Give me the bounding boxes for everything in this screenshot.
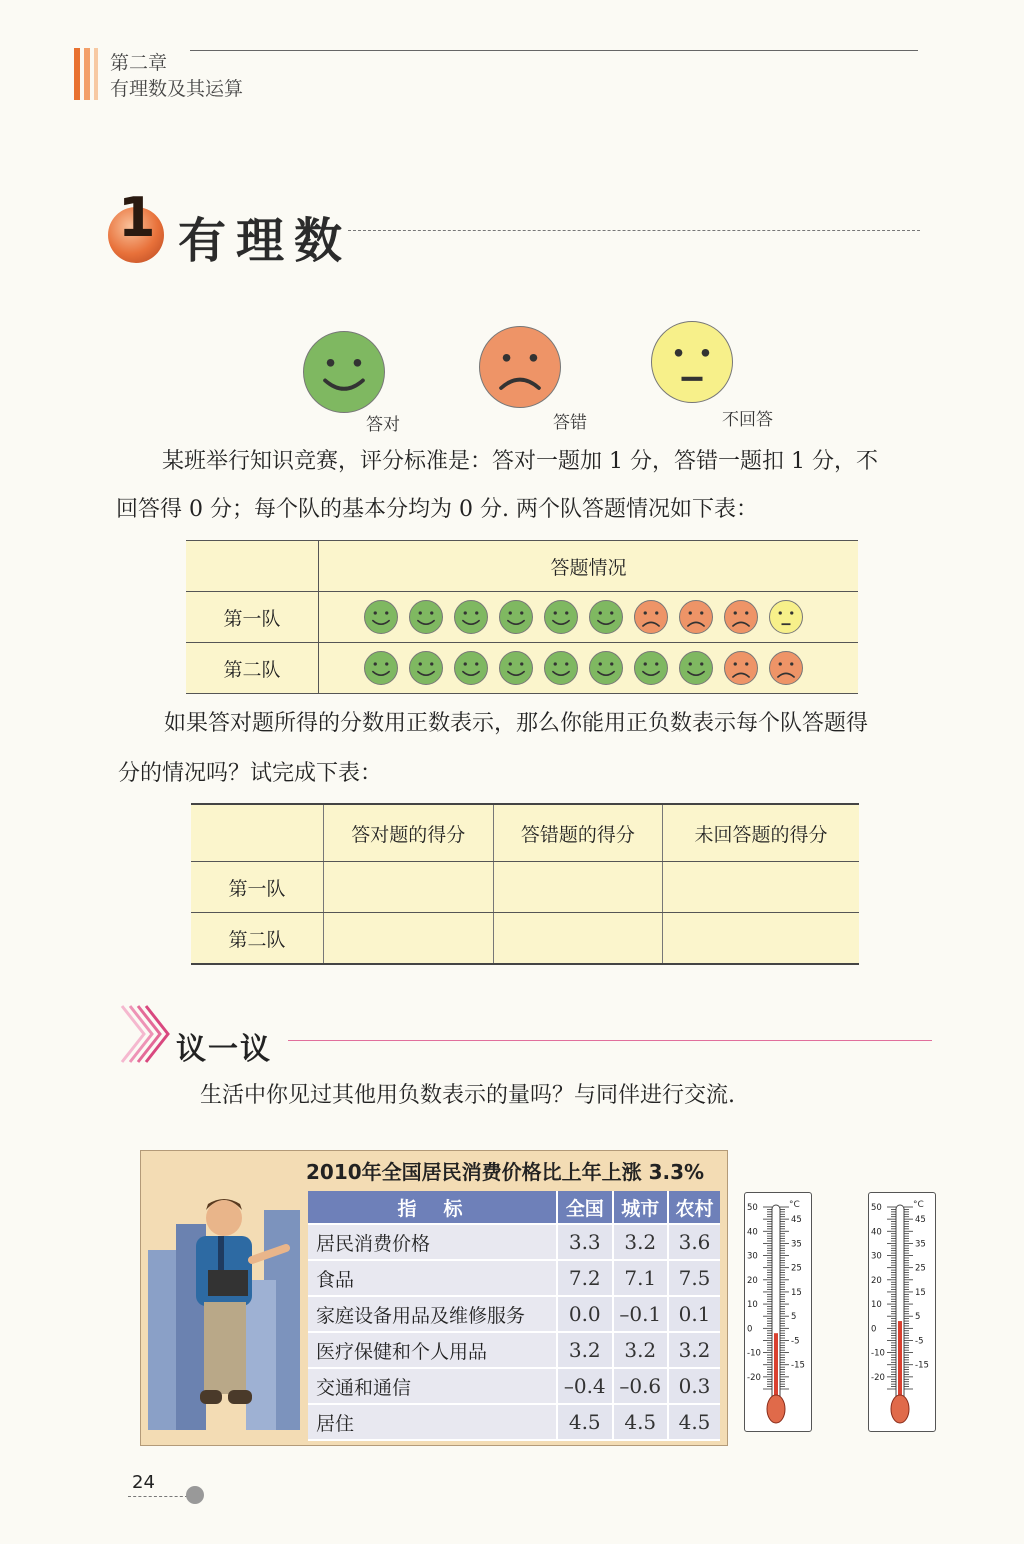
table-row xyxy=(308,1296,720,1332)
team-2-results xyxy=(319,643,859,694)
sad-face-icon xyxy=(678,599,714,635)
sad-face-icon xyxy=(633,599,669,635)
header-bar-1 xyxy=(74,48,80,100)
unit-label: °C xyxy=(913,1200,924,1210)
indicator-value: 0.3 xyxy=(668,1368,720,1404)
neutral-face-icon xyxy=(768,599,804,635)
score-table xyxy=(191,803,859,965)
sad-face-icon xyxy=(768,650,804,686)
cpi-title: 2010年全国居民消费价格比上年上涨 3.3% xyxy=(306,1160,705,1184)
indicator-value: 7.5 xyxy=(668,1260,720,1296)
score-cell[interactable] xyxy=(663,913,859,965)
discussion-title: 议一议 xyxy=(176,1032,272,1067)
scale-label-left: 30 xyxy=(747,1251,758,1262)
happy-face-icon xyxy=(453,599,489,635)
cpi-header-row xyxy=(308,1191,720,1224)
section-rule xyxy=(348,230,920,231)
score-cell[interactable] xyxy=(493,913,663,965)
indicator-value: 4.5 xyxy=(557,1404,613,1440)
column-header: 答错题的得分 xyxy=(493,804,663,862)
scale-label-right: 5 xyxy=(791,1312,797,1323)
header-bar-3 xyxy=(94,48,98,100)
happy-face-icon xyxy=(498,599,534,635)
indicator-value: 7.1 xyxy=(613,1260,669,1296)
face-label-no-answer: 不回答 xyxy=(722,410,773,430)
table-row xyxy=(186,643,858,694)
happy-face-icon xyxy=(408,650,444,686)
page-dot xyxy=(186,1486,204,1504)
neutral-face-icon xyxy=(650,320,734,408)
happy-face-icon xyxy=(543,599,579,635)
scale-label-left: 50 xyxy=(747,1203,758,1213)
scale-label-left: 0 xyxy=(871,1324,877,1335)
indicator-value: 3.2 xyxy=(557,1332,613,1368)
scale-label-right: 35 xyxy=(915,1239,926,1250)
scale-label-left: -20 xyxy=(871,1372,885,1383)
scale-label-right: 15 xyxy=(915,1287,926,1298)
face-label-wrong: 答错 xyxy=(553,413,587,433)
indicator-value: –0.1 xyxy=(613,1296,669,1332)
thermometer-bulb xyxy=(767,1395,785,1423)
happy-face-icon xyxy=(498,650,534,686)
scale-label-right: 15 xyxy=(791,1287,802,1298)
score-cell[interactable] xyxy=(324,913,494,965)
table-header-row xyxy=(191,804,859,862)
team-label: 第一队 xyxy=(191,862,324,913)
team-label: 第一队 xyxy=(186,592,319,643)
scale-label-right: 5 xyxy=(915,1312,921,1323)
chapter-title: 有理数及其运算 xyxy=(110,78,244,100)
scale-label-left: 20 xyxy=(871,1275,882,1286)
question-line-1: 如果答对题所得的分数用正数表示，那么你能用正负数表示每个队答题得 xyxy=(164,711,869,736)
table-row xyxy=(186,592,858,643)
happy-face-icon xyxy=(363,650,399,686)
scale-label-left: 40 xyxy=(871,1227,882,1238)
mercury-column xyxy=(898,1321,902,1397)
header-rule xyxy=(190,50,918,51)
scale-label-right: 45 xyxy=(915,1215,926,1226)
indicator-value: –0.4 xyxy=(557,1368,613,1404)
section-title: 有理数 xyxy=(178,213,353,269)
discussion-text: 生活中你见过其他用负数表示的量吗？与同伴进行交流. xyxy=(200,1083,735,1108)
indicator-name: 居民消费价格 xyxy=(308,1224,557,1260)
indicator-value: 3.3 xyxy=(557,1224,613,1260)
thermometer-left xyxy=(744,1192,812,1432)
man-illustration xyxy=(146,1190,306,1430)
happy-face-icon xyxy=(302,330,386,418)
scale-label-left: 30 xyxy=(871,1251,882,1262)
answer-table xyxy=(186,540,858,694)
indicator-value: 7.2 xyxy=(557,1260,613,1296)
column-header: 答对题的得分 xyxy=(324,804,494,862)
indicator-value: 0.0 xyxy=(557,1296,613,1332)
indicator-name: 交通和通信 xyxy=(308,1368,557,1404)
mercury-column xyxy=(774,1333,778,1397)
indicator-value: 4.5 xyxy=(668,1404,720,1440)
column-header: 未回答题的得分 xyxy=(663,804,859,862)
answer-table-header: 答题情况 xyxy=(319,541,859,592)
intro-line-1: 某班举行知识竞赛，评分标准是：答对一题加 1 分，答错一题扣 1 分，不 xyxy=(162,449,878,474)
answer-table-corner xyxy=(186,541,319,592)
scale-label-right: -5 xyxy=(791,1336,800,1347)
scale-label-left: 10 xyxy=(747,1300,758,1311)
happy-face-icon xyxy=(633,650,669,686)
face-label-correct: 答对 xyxy=(366,415,400,435)
indicator-name: 食品 xyxy=(308,1260,557,1296)
page-number: 24 xyxy=(132,1472,155,1493)
table-row xyxy=(308,1332,720,1368)
indicator-value: –0.6 xyxy=(613,1368,669,1404)
happy-face-icon xyxy=(453,650,489,686)
scale-label-right: -5 xyxy=(915,1336,924,1347)
thermometer-bulb xyxy=(891,1395,909,1423)
scale-label-right: -15 xyxy=(915,1360,929,1371)
scale-label-right: 35 xyxy=(791,1239,802,1250)
indicator-value: 4.5 xyxy=(613,1404,669,1440)
happy-face-icon xyxy=(678,650,714,686)
indicator-value: 3.2 xyxy=(613,1332,669,1368)
scale-label-left: -10 xyxy=(871,1348,885,1359)
sad-face-icon xyxy=(723,599,759,635)
scale-label-left: 20 xyxy=(747,1275,758,1286)
scale-label-left: -20 xyxy=(747,1372,761,1383)
team-label: 第二队 xyxy=(186,643,319,694)
happy-face-icon xyxy=(588,650,624,686)
score-cell[interactable] xyxy=(663,862,859,913)
sad-face-icon xyxy=(478,325,562,413)
score-cell[interactable] xyxy=(493,862,663,913)
happy-face-icon xyxy=(408,599,444,635)
scale-label-left: 50 xyxy=(871,1203,882,1213)
scale-label-left: 0 xyxy=(747,1324,753,1335)
score-table-corner xyxy=(191,804,324,862)
team-1-results xyxy=(319,592,859,643)
scale-label-left: -10 xyxy=(747,1348,761,1359)
indicator-name: 医疗保健和个人用品 xyxy=(308,1332,557,1368)
page-number-underline xyxy=(128,1496,188,1497)
cpi-table xyxy=(308,1191,720,1441)
score-cell[interactable] xyxy=(324,862,494,913)
sad-face-icon xyxy=(723,650,759,686)
team-label: 第二队 xyxy=(191,913,324,965)
indicator-name: 家庭设备用品及维修服务 xyxy=(308,1296,557,1332)
chapter-label: 第二章 xyxy=(110,52,168,74)
scale-label-right: 45 xyxy=(791,1215,802,1226)
happy-face-icon xyxy=(543,650,579,686)
indicator-name: 居住 xyxy=(308,1404,557,1440)
table-row xyxy=(308,1404,720,1440)
scale-label-right: -15 xyxy=(791,1360,805,1371)
table-row xyxy=(308,1368,720,1404)
scale-label-right: 25 xyxy=(915,1263,926,1274)
section-number: 1 xyxy=(118,186,156,249)
table-row xyxy=(191,862,859,913)
indicator-value: 3.2 xyxy=(668,1332,720,1368)
table-row xyxy=(308,1260,720,1296)
scale-label-left: 10 xyxy=(871,1300,882,1311)
column-header: 全国 xyxy=(557,1191,613,1224)
unit-label: °C xyxy=(789,1200,800,1210)
happy-face-icon xyxy=(363,599,399,635)
chevrons-icon xyxy=(118,1002,170,1066)
column-header: 指 标 xyxy=(308,1191,557,1224)
table-row xyxy=(191,913,859,965)
intro-line-2: 回答得 0 分；每个队的基本分均为 0 分. 两个队答题情况如下表： xyxy=(116,497,758,522)
column-header: 城市 xyxy=(613,1191,669,1224)
scale-label-right: 25 xyxy=(791,1263,802,1274)
table-row xyxy=(308,1224,720,1260)
happy-face-icon xyxy=(588,599,624,635)
indicator-value: 3.6 xyxy=(668,1224,720,1260)
indicator-value: 0.1 xyxy=(668,1296,720,1332)
indicator-value: 3.2 xyxy=(613,1224,669,1260)
scale-label-left: 40 xyxy=(747,1227,758,1238)
header-bar-2 xyxy=(84,48,90,100)
question-line-2: 分的情况吗？试完成下表： xyxy=(118,761,383,786)
column-header: 农村 xyxy=(668,1191,720,1224)
discussion-rule xyxy=(288,1040,932,1041)
thermometer-right xyxy=(868,1192,936,1432)
